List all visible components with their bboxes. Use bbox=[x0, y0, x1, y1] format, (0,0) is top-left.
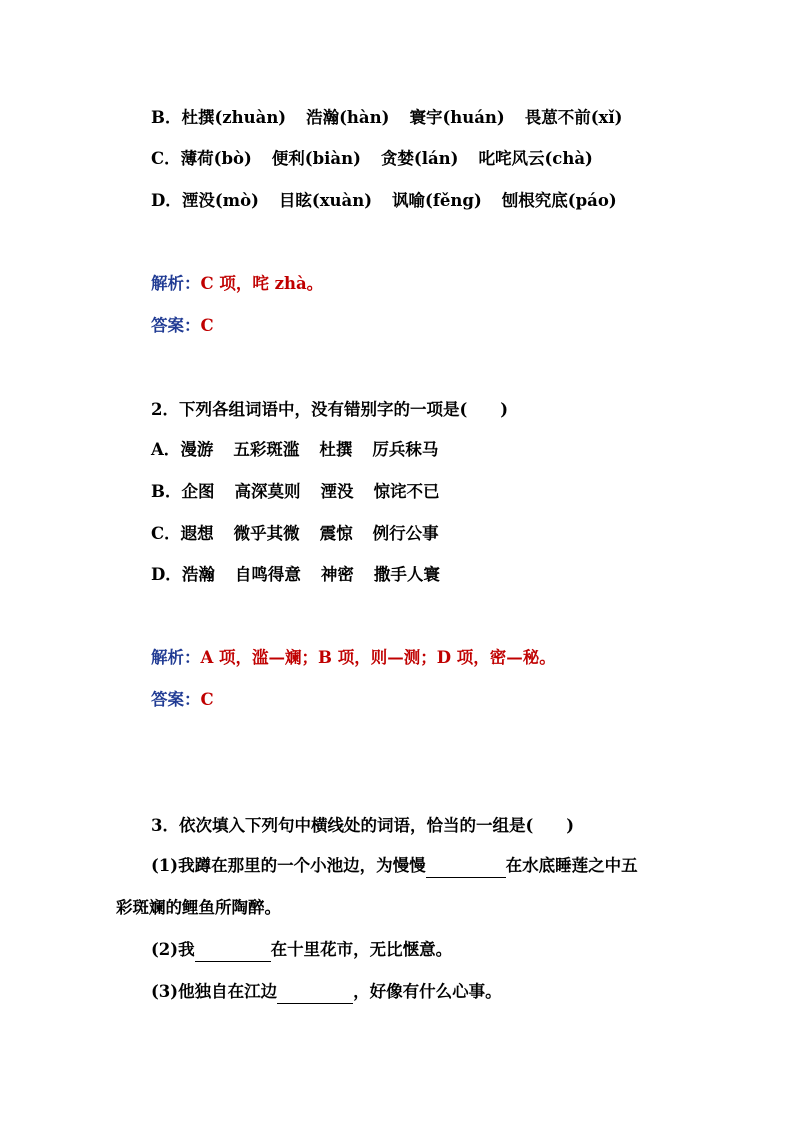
q3-sentence-1-continued: 彩斑斓的鲤鱼所陶醉。 bbox=[116, 898, 281, 917]
answer-label: 答案： bbox=[151, 316, 201, 335]
q3-sentence-2: (2)我 在十里花市，无比惬意。 bbox=[151, 939, 452, 962]
q1-option-b: B．杜撰(zhuàn) 浩瀚(hàn) 寰宇(huán) 畏葸不前(xǐ) bbox=[151, 108, 623, 127]
q2-option-d: D．浩瀚 自鸣得意 神密 撒手人寰 bbox=[151, 565, 440, 584]
q2-stem: 2．下列各组词语中，没有错别字的一项是( ) bbox=[151, 400, 509, 419]
answer-label: 答案： bbox=[151, 690, 201, 709]
answer-text: C bbox=[200, 316, 214, 335]
q3-stem: 3．依次填入下列句中横线处的词语，恰当的一组是( ) bbox=[151, 816, 575, 835]
q3-sentence-1: (1)我蹲在那里的一个小池边，为慢慢 在水底睡莲之中五 bbox=[151, 855, 638, 878]
q2-option-a: A．漫游 五彩斑滥 杜撰 厉兵秣马 bbox=[151, 440, 439, 459]
fill-blank[interactable] bbox=[277, 981, 353, 1004]
q1-answer bbox=[151, 315, 214, 337]
analysis-text: C 项，咤 zhà。 bbox=[200, 274, 324, 293]
fill-blank[interactable] bbox=[426, 855, 506, 878]
q1-analysis bbox=[151, 273, 323, 295]
q2-analysis bbox=[151, 647, 556, 669]
q3-sentence-3: (3)他独自在江边 ，好像有什么心事。 bbox=[151, 981, 502, 1004]
q1-option-d: D．湮没(mò) 目眩(xuàn) 讽喻(fěng) 刨根究底(páo) bbox=[151, 191, 617, 210]
analysis-label: 解析： bbox=[151, 274, 201, 293]
q2-option-c: C．遐想 微乎其微 震惊 例行公事 bbox=[151, 524, 439, 543]
q2-answer bbox=[151, 689, 214, 711]
analysis-text: A 项，滥—斓；B 项，则—测；D 项，密—秘。 bbox=[200, 648, 556, 667]
fill-blank[interactable] bbox=[195, 939, 271, 962]
q1-option-c: C．薄荷(bò) 便利(biàn) 贪婪(lán) 叱咤风云(chà) bbox=[151, 149, 593, 168]
q2-option-b: B．企图 高深莫则 湮没 惊诧不已 bbox=[151, 482, 440, 501]
analysis-label: 解析： bbox=[151, 648, 201, 667]
answer-text: C bbox=[200, 690, 214, 709]
